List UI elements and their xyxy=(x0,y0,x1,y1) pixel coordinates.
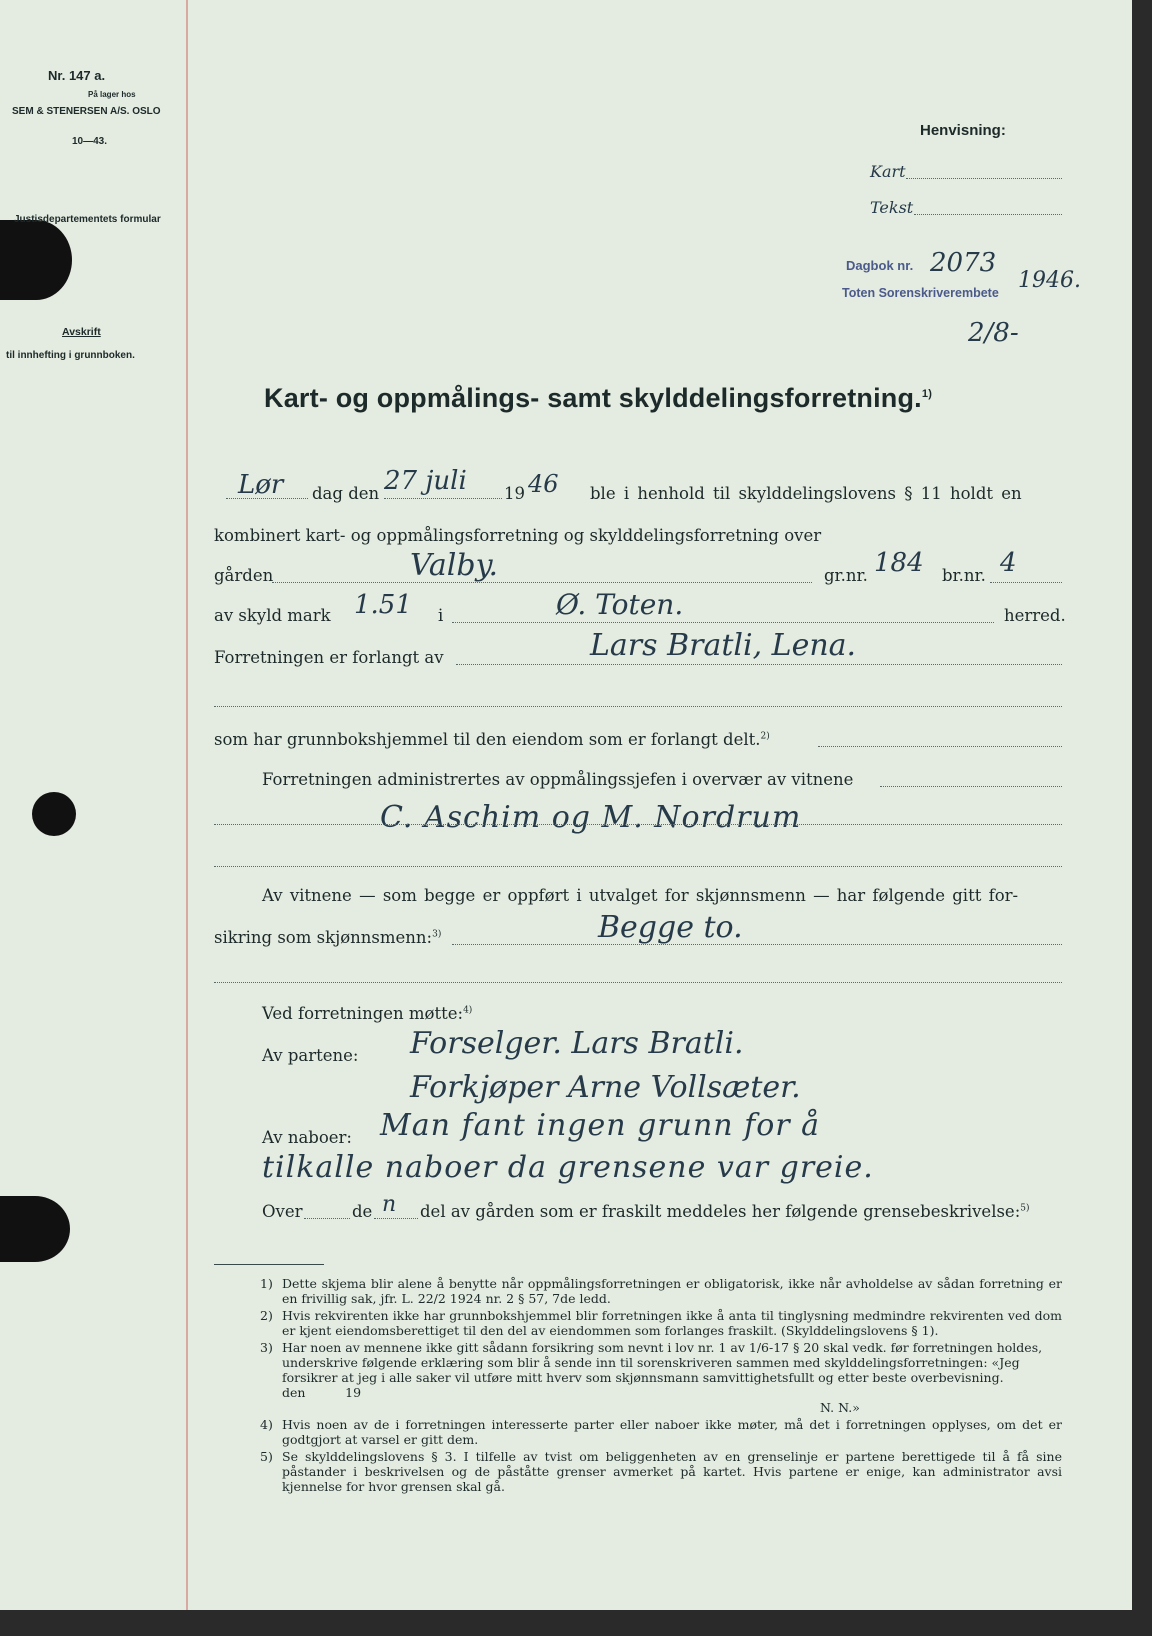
garden-value: Valby. xyxy=(410,548,499,583)
stamp-dagbok: Dagbok nr. xyxy=(846,258,914,273)
footnote-4: 4) Hvis noen av de i forretningen interesserte parter eller naboer ikke møter, må det i forretningen opplyses, om det er godtgjort at varsel er gitt dem. xyxy=(260,1417,1062,1447)
herred-label: herred. xyxy=(1004,606,1066,625)
naboer-value-2: tilkalle naboer da grensene var greie. xyxy=(262,1150,874,1185)
garden-label: gården xyxy=(214,566,274,585)
line2-text: kombinert kart- og oppmålingsforretning og skylddelingsforretning over xyxy=(214,526,822,545)
blank-line xyxy=(214,706,1062,707)
date-value: 27 juli xyxy=(384,466,467,496)
weekday-line xyxy=(226,498,308,499)
grnr-label: gr.nr. xyxy=(824,566,868,585)
de-label: de xyxy=(352,1202,373,1221)
punch-hole xyxy=(0,220,72,300)
over-label: Over xyxy=(262,1202,303,1221)
reference-label: Henvisning: xyxy=(920,122,1006,139)
hjemmel-line xyxy=(818,746,1062,747)
year-prefix: 19 xyxy=(504,484,525,503)
de-value: n xyxy=(382,1192,397,1217)
brnr-label: br.nr. xyxy=(942,566,986,585)
printer-top: På lager hos xyxy=(88,90,136,99)
stamp-date: 2/8- xyxy=(968,318,1019,348)
footnote-3: 3) Har noen av mennene ikke gitt sådann forsikring som nevnt i lov nr. 1 av 1/6-17 § 20 skal vedk. før forretningen holdes, underskrive følgende erklæring som blir å sende inn til sorenskriveren sammen med skylddelingsforretningen: «Jeg forsikrer at jeg i alle saker vil utføre mitt hverv som skjønnsmann samvittighetsfullt og etter beste overbevisning. den 19 xyxy=(260,1340,1047,1400)
print-date: 10—43. xyxy=(72,136,108,147)
brnr-value: 4 xyxy=(1000,548,1017,578)
footnotes xyxy=(260,1276,1062,1494)
forlangt-line xyxy=(456,664,1062,665)
skjonn-line xyxy=(452,944,1062,945)
line1-dag-den: dag den xyxy=(312,484,380,503)
de-line xyxy=(374,1218,418,1219)
blank-line-2 xyxy=(214,866,1062,867)
vitner-value: C. Aschim og M. Nordrum xyxy=(380,800,802,835)
line1-text: ble i henhold til skylddelingslovens § 11 holdt en xyxy=(590,484,1022,503)
admin-text: Forretningen administrertes av oppmålingssjefen i overvær av vitnene xyxy=(262,770,854,789)
avskrift-note: til innhefting i grunnboken. xyxy=(6,350,135,361)
forlangt-value: Lars Bratli, Lena. xyxy=(590,628,857,663)
avskrift-label: Avskrift xyxy=(62,326,101,338)
kart-label: Kart xyxy=(870,162,906,181)
footnote-1: 1) Dette skjema blir alene å benytte når oppmålingsforretningen er obligatorisk, ikke når avholdelse av sådan forretning er en frivillig sak, jfr. L. 22/2 1924 nr. 2 § 57, 7de ledd. xyxy=(260,1276,1062,1306)
partene-label: Av partene: xyxy=(262,1046,359,1065)
footnote-2: 2) Hvis rekvirenten ikke har grunnbokshjemmel blir forretningen ikke å anta til tinglysning medmindre rekvirenten ved dom er kjent eiendomsberettiget til den del av eiendommen som forlanges fraskilt. (Skylddelingslovens § 1). xyxy=(260,1308,1062,1338)
margin-rule xyxy=(186,0,188,1610)
tekst-label: Tekst xyxy=(870,198,914,217)
form-title: Kart- og oppmålings- samt skylddelingsforretning.$^{1)}$ xyxy=(264,383,933,413)
garden-line xyxy=(272,582,812,583)
stamp-year: 1946. xyxy=(1018,268,1081,293)
vitner-line xyxy=(214,824,1062,825)
partene-value-1: Forselger. Lars Bratli. xyxy=(410,1026,744,1061)
skjonn-value: Begge to. xyxy=(598,910,743,945)
footnote-3-signature: N. N.» xyxy=(820,1400,860,1415)
forlangt-label: Forretningen er forlangt av xyxy=(214,648,444,667)
naboer-value-1: Man fant ingen grunn for å xyxy=(380,1108,821,1143)
skjonn-line1: Av vitnene — som begge er oppført i utvalget for skjønnsmenn — har følgende gitt for- xyxy=(262,886,1019,905)
department-form: Justisdepartementets formular xyxy=(14,214,161,225)
admin-line xyxy=(880,786,1062,787)
stamp-number: 2073 xyxy=(930,248,997,278)
form-number: Nr. 147 a. xyxy=(48,68,106,83)
grnr-value: 184 xyxy=(874,548,924,578)
over-rest: del av gården som er fraskilt meddeles her følgende grensebeskrivelse:$^{5)}$ xyxy=(420,1202,1030,1221)
skjonn-line2: sikring som skjønnsmenn:$^{3)}$ xyxy=(214,928,442,947)
stamp-office: Toten Sorenskriverembete xyxy=(842,286,999,300)
weekday-value: Lør xyxy=(238,470,284,500)
printer-name: SEM & STENERSEN A/S. OSLO xyxy=(12,106,161,117)
blank-line-3 xyxy=(214,982,1062,983)
tekst-line xyxy=(914,214,1062,215)
footnote-rule xyxy=(214,1264,324,1265)
footnote-5: 5) Se skylddelingslovens § 3. I tilfelle av tvist om beliggenheten av en grenselinje er partene berettigede til å få sine påstander i beskrivelsen og de påståtte grenser avmerket på kartet. Hvis partene er enige, kan administrator avsi kjennelse for hvor grensen skal gå. xyxy=(260,1449,1062,1494)
i-label: i xyxy=(438,606,444,625)
date-line xyxy=(384,498,502,499)
motte-text: Ved forretningen møtte:$^{4)}$ xyxy=(262,1004,473,1023)
herred-line xyxy=(452,622,994,623)
brnr-line xyxy=(990,582,1062,583)
partene-value-2: Forkjøper Arne Vollsæter. xyxy=(410,1070,801,1105)
kart-line xyxy=(906,178,1062,179)
skyld-label: av skyld mark xyxy=(214,606,331,625)
year-value: 46 xyxy=(528,470,559,498)
hjemmel-text: som har grunnbokshjemmel til den eiendom som er forlangt delt.$^{2)}$ xyxy=(214,730,770,749)
punch-hole xyxy=(0,1196,70,1262)
over-line xyxy=(304,1218,350,1219)
herred-value: Ø. Toten. xyxy=(556,588,684,621)
naboer-label: Av naboer: xyxy=(262,1128,352,1147)
punch-hole xyxy=(32,792,76,836)
skyld-value: 1.51 xyxy=(354,590,412,620)
